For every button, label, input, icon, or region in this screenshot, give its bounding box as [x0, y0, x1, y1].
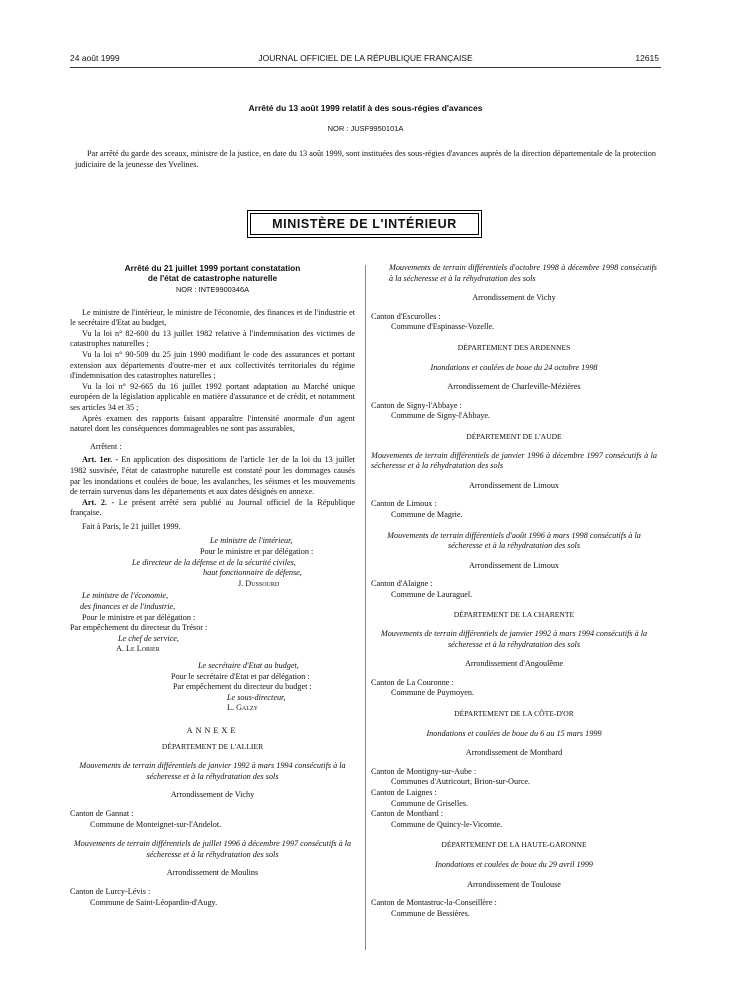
left-column	[70, 263, 355, 908]
commune-magrie: Commune de Magrie.	[391, 509, 463, 519]
movement-2: Mouvements de terrain différentiels de juillet 1996 à décembre 1997 consécutifs à la sécheresse et à la réhydratation des sols	[73, 839, 352, 859]
commune-signy: Commune de Signy-l'Abbaye.	[391, 411, 491, 421]
canton-couronne: Canton de La Couronne :	[371, 677, 454, 687]
canton-signy: Canton de Signy-l'Abbaye :	[371, 400, 462, 410]
canton-gannat: Canton de Gannat :	[70, 808, 134, 818]
dept-allier: DÉPARTEMENT DE L'ALLIER	[161, 741, 264, 751]
arr-limoux-2: Arrondissement de Limoux	[468, 560, 560, 570]
arretent: Arrêtent :	[90, 441, 122, 451]
arr-moulins: Arrondissement de Moulins	[166, 868, 259, 878]
commune-espinasse: Commune d'Espinasse-Vozelle.	[391, 322, 495, 332]
arr-limoux-1: Arrondissement de Limoux	[468, 480, 560, 490]
sig3-title: Le sous-directeur,	[227, 692, 286, 702]
commune-puymoyen: Commune de Puymoyen.	[391, 688, 475, 698]
canton-lurcy: Canton de Lurcy-Lévis :	[70, 886, 151, 896]
arr-vichy-left: Arrondissement de Vichy	[170, 790, 255, 800]
arrete-title-line1: Arrêté du 21 juillet 1999 portant constatation	[124, 263, 301, 273]
sig2-name: A. Le Lorier	[116, 644, 160, 654]
arr-montbard: Arrondissement de Montbard	[465, 748, 563, 758]
right-column	[371, 263, 657, 919]
preamble-4: Vu la loi n° 92-665 du 16 juillet 1992 portant adaptation au Marché unique européen de la législation applicable en matière d'assurance et de crédit, et notamment ses articles 34 et 35 ;	[70, 381, 355, 412]
arrete-nor: NOR : INTE9900346A	[175, 285, 250, 294]
article-2	[70, 498, 355, 519]
commune-saint-leopardin: Commune de Saint-Léopardin-d'Augy.	[90, 897, 218, 907]
communes-autricourt: Communes d'Autricourt, Brion-sur-Ource.	[391, 777, 531, 787]
inondations-3: Inondations et coulées de boue du 29 avril 1999	[435, 859, 593, 869]
movement-4: Mouvements de terrain différentiels de janvier 1996 à décembre 1997 consécutifs à la sécheresse et à la réhydratation des sols	[371, 450, 657, 471]
sig3-delegation: Pour le secrétaire d'Etat et par délégation :	[171, 671, 310, 681]
dept-aude: DÉPARTEMENT DE L'AUDE	[466, 431, 562, 441]
sig1-delegation: Pour le ministre et par délégation :	[200, 547, 314, 557]
canton-escurolles: Canton d'Escurolles :	[371, 311, 441, 321]
movement-6: Mouvements de terrain différentiels de janvier 1992 à mars 1994 consécutifs à la sécheresse et à la réhydratation des sols	[380, 629, 648, 649]
preamble-1: Le ministre de l'intérieur, le ministre de l'économie, des finances et de l'industrie et le secrétaire d'Etat au budget,	[70, 307, 355, 328]
sig3-name: L. Galzy	[227, 703, 259, 713]
canton-alaigne: Canton d'Alaigne :	[371, 579, 433, 589]
ministry-box	[247, 210, 482, 238]
sig3-empechement: Par empêchement du directeur du budget :	[173, 682, 312, 692]
dept-haute-garonne: DÉPARTEMENT DE LA HAUTE-GARONNE	[441, 840, 587, 850]
canton-laignes: Canton de Laignes :	[371, 788, 437, 797]
preamble-5: Après examen des rapports faisant apparaître l'intensité anormale d'un agent naturel dont les conséquences dommageables ne sont pas assurables,	[70, 413, 355, 434]
annexe-heading: ANNEXE	[186, 725, 239, 735]
sig2-empechement: Par empêchement du directeur du Trésor :	[70, 623, 208, 633]
dept-charente: DÉPARTEMENT DE LA CHARENTE	[453, 610, 575, 620]
commune-lauraguel: Commune de Lauraguel.	[391, 589, 473, 599]
arr-angouleme: Arrondissement d'Angoulême	[464, 659, 564, 669]
header-date: 24 août 1999	[70, 53, 120, 63]
preamble-3: Vu la loi n° 90-509 du 25 juin 1990 modifiant le code des assurances et portant extension aux départements d'outre-mer et aux collectivités territoriales du régime d'indemnisation des catastrophes naturelles ;	[70, 349, 355, 381]
arr-toulouse: Arrondissement de Toulouse	[467, 879, 561, 889]
canton-montbard: Canton de Montbard :	[371, 809, 444, 819]
article-2-label: Art. 2. -	[82, 497, 115, 507]
movement-5: Mouvements de terrain différentiels d'août 1996 à mars 1998 consécutifs à la sécheresse et à la réhydratation des sols	[387, 530, 641, 551]
preamble-2: Vu la loi n° 82-600 du 13 juillet 1982 relative à l'indemnisation des victimes de catastrophes naturelles ;	[70, 328, 355, 349]
header-page-number: 12615	[635, 53, 659, 63]
sig2-role2: des finances et de l'industrie,	[80, 602, 176, 612]
article-1-label: Art. 1er. -	[82, 455, 119, 465]
column-divider	[365, 265, 366, 950]
decree-title: Arrêté du 13 août 1999 relatif à des sous-régies d'avances	[248, 103, 483, 113]
fait-a-paris: Fait à Paris, le 21 juillet 1999.	[82, 521, 181, 531]
movement-1: Mouvements de terrain différentiels de janvier 1992 à mars 1994 consécutifs à la sécheresse et à la réhydratation des sols	[79, 761, 346, 781]
inondations-1: Inondations et coulées de boue du 24 octobre 1998	[430, 362, 598, 372]
canton-montastruc: Canton de Montastruc-la-Conseillère :	[371, 898, 497, 908]
dept-cotedor: DÉPARTEMENT DE LA CÔTE-D'OR	[454, 709, 574, 719]
decree-text: Par arrêté du garde des sceaux, ministre de la justice, en date du 13 août 1999, sont instituées des sous-régies d'avances auprès de la direction départementale de la protection judiciaire de la jeunesse des Yvelines.	[75, 149, 656, 169]
commune-bessieres: Commune de Bessières.	[391, 908, 470, 918]
sig1-name: J. Dussourd	[238, 578, 280, 588]
sig1-title2: haut fonctionnaire de défense,	[203, 568, 302, 578]
header-journal-title: JOURNAL OFFICIEL DE LA RÉPUBLIQUE FRANÇAISE	[258, 53, 473, 63]
commune-griselles: Commune de Griselles.	[391, 798, 469, 808]
canton-limoux: Canton de Limoux :	[371, 499, 437, 509]
article-1	[70, 455, 355, 497]
movement-3: Mouvements de terrain différentiels d'octobre 1998 à décembre 1998 consécutifs à la sécheresse et à la réhydratation des sols	[389, 263, 657, 283]
commune-quincy: Commune de Quincy-le-Vicomte.	[391, 819, 503, 829]
arrete-title-line2: de l'état de catastrophe naturelle	[147, 273, 278, 283]
sig3-role: Le secrétaire d'Etat au budget,	[198, 661, 299, 670]
article-2-text: Le présent arrêté sera publié au Journal officiel de la République française.	[70, 497, 356, 518]
sig2-role1: Le ministre de l'économie,	[82, 591, 169, 601]
commune-monteignet: Commune de Monteignet-sur-l'Andelot.	[90, 819, 222, 829]
arr-charleville: Arrondissement de Charleville-Mézières	[447, 382, 581, 392]
article-1-text: En application des dispositions de l'article 1er de la loi du 13 juillet 1982 susvisée, l'état de catastrophe naturelle est constaté pour les dommages causés par les inondations et coulées de boue, les avalanches, les séismes et les mouvements de terrain survenus dans les départements et aux dates désignés en annexe.	[70, 455, 356, 497]
arr-vichy-right: Arrondissement de Vichy	[472, 293, 556, 303]
sig2-title: Le chef de service,	[118, 633, 179, 643]
canton-montigny: Canton de Montigny-sur-Aube :	[371, 766, 477, 776]
header-rule	[70, 67, 661, 68]
decree-nor: NOR : JUSF9950101A	[327, 124, 404, 133]
sig1-title1: Le directeur de la défense et de la sécurité civiles,	[132, 557, 296, 567]
ministry-title: MINISTÈRE DE L'INTÉRIEUR	[250, 213, 479, 235]
sig2-delegation: Pour le ministre et par délégation :	[82, 612, 196, 622]
inondations-2: Inondations et coulées de boue du 6 au 15 mars 1999	[426, 728, 602, 738]
sig1-role: Le ministre de l'intérieur,	[210, 536, 293, 546]
dept-ardennes: DÉPARTEMENT DES ARDENNES	[457, 342, 571, 352]
